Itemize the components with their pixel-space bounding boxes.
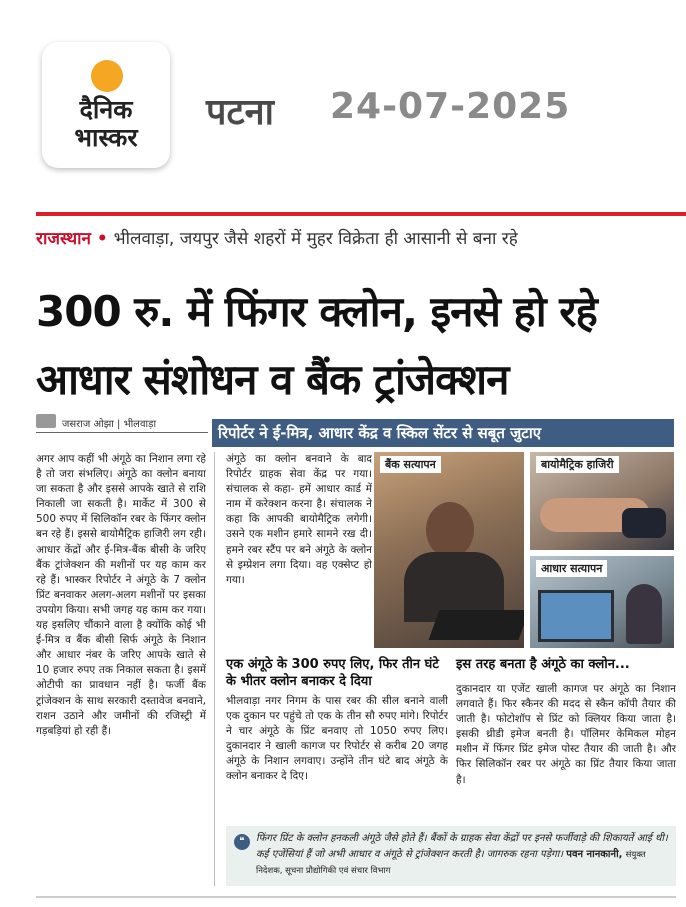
subhead-clone-price: एक अंगूठे के 300 रुपए लिए, फिर तीन घंटे के भीतर क्लोन बनाकर दे दिया <box>226 657 439 689</box>
article-column-1: अगर आप कहीं भी अंगूठे का निशान लगा रहे है तो जरा संभलिए। अंगूठे का क्लोन बनाया जा सकता है और इससे आपके खाते से राशि निकाली जा सकती है। मार्केट में 300 से 500 रुपए में सिलिकॉन रबर के फिंगर क्लोन बन रहे हैं। इससे बायोमैट्रिक हाजिरी लग रही। आधार केंद्रों और ई-मित्र-बैंक बीसी के जरिए बैंक ट्रांजेक्शन की मशीनों पर यह काम कर रहे हैं। भास्कर रिपोर्टर ने अंगूठे के 7 क्लोन प्रिंट बनवाकर अलग-अलग मशीनों पर इसका उपयोग किया। सभी जगह यह काम कर गया। यह इसलिए चौंकाने वाला है क्योंकि कोई भी ई-मित्र व बैंक बीसी सिर्फ अंगूठे के निशान और आधार नंबर के जरिए आपके खाते से 10 हजार रुपए तक निकाल सकता है। इसमें ओटीपी का प्रावधान नहीं है। फर्जी बैंक ट्रांजेक्शन के साथ सरकारी दस्तावेज बनवाने, राशन उठाने और जमीनों की रजिस्ट्री में गड़बड़ियां हो रही हैं। <box>36 453 206 737</box>
quote-icon: ❝ <box>234 834 250 850</box>
bottom-rule <box>36 896 676 898</box>
article-column-4: दुकानदार या एजेंट खाली कागज पर अंगूठे का निशान लगवाते हैं। फिर स्कैनर की मदद से स्कैन कॉपी तैयार की जाती है। फोटोशॉप से प्रिंट को क्लियर किया जाता है। इसकी थ्रीडी इमेज बनती है। पॉलिमर केमिकल मोहन मशीन में फिंगर प्रिंट इमेज पोस्ट तैयार की जाती है। और फिर सिलिकॉन रबर पर अंगूठे का प्रिंट तैयार किया जाता है। <box>456 683 676 786</box>
article-column-3: भीलवाड़ा नगर निगम के पास रबर की सील बनाने वाली एक दुकान पर पहुंचे तो एक के तीन सौ रुपए मांगे। रिपोर्टर ने चार अंगूठे के प्रिंट बनवाए तो 1050 रुपए लिए। दुकानदार ने खाली कागज पर रिपोर्टर से करीब 20 जगह अंगूठे के निशान लगवाए। उन्होंने तीन घंटे बाद अंगूठे के क्लोन बनाकर दे दिए। <box>226 695 448 783</box>
edition-date: 24-07-2025 <box>330 86 571 127</box>
expert-quote-box <box>226 826 676 886</box>
photo-biometric-attendance <box>530 452 674 550</box>
logo <box>42 42 170 168</box>
byline-rule <box>36 432 208 433</box>
kicker-bullet: • <box>90 229 114 249</box>
edition-city: पटना <box>206 92 274 133</box>
quote-text-wrap <box>256 831 670 879</box>
machine-shape <box>429 610 524 640</box>
operator-shape <box>626 584 662 644</box>
byline: जसराज ओझा | भीलवाड़ा <box>62 419 157 430</box>
photo-bank-verification <box>374 452 524 648</box>
kicker <box>36 226 686 249</box>
headline-line-2: आधार संशोधन व बैंक ट्रांजेक्शन <box>36 355 509 404</box>
photo-label-bank: बैंक सत्यापन <box>380 456 441 473</box>
kicker-text: भीलवाड़ा, जयपुर जैसे शहरों में मुहर विक्रेता ही आसानी से बना रहे <box>113 229 518 249</box>
monitor-shape <box>538 590 614 642</box>
scanner-shape <box>622 508 666 538</box>
photo-label-aadhaar: आधार सत्यापन <box>536 560 607 577</box>
byline-photo-icon <box>36 414 56 428</box>
quote-author: पवन नानकानी, <box>566 849 623 860</box>
photo-aadhaar-verification <box>530 556 674 648</box>
article-column-2: अंगूठे का क्लोन बनवाने के बाद रिपोर्टर ग्राहक सेवा केंद्र पर गया। संचालक से कहा- हमें आधार कार्ड में नाम में करेक्शन करना है। संचालक ने कहा कि आपकी बायोमैट्रिक लगेगी। उसने एक मशीन हमारे सामने रख दी। हमने रबर स्टैंप पर बने अंगूठे के क्लोन से इम्प्रेशन लगा दिया। वह एक्सेप्ट हो गया। <box>226 453 372 586</box>
subhead-how-made: इस तरह बनता है अंगूठे का क्लोन... <box>456 657 630 672</box>
logo-line-2: भास्कर <box>74 123 138 152</box>
logo-line-1: दैनिक <box>79 95 133 124</box>
kicker-section: राजस्थान <box>36 229 91 249</box>
column-divider <box>214 452 215 886</box>
section-banner: रिपोर्टर ने ई-मित्र, आधार केंद्र व स्किल सेंटर से सबूत जुटाए <box>212 419 674 447</box>
quote-designation: संयुक्त निदेशक, सूचना प्रौद्योगिकी एवं संचार विभाग <box>256 850 646 876</box>
person-head-shape <box>426 502 474 558</box>
quote-text: फिंगर प्रिंट के क्लोन हनकली अंगूठे जैसे होते हैं। बैंकों के ग्राहक सेवा केंद्रों पर इनसे फर्जीवाड़े की शिकायतें आई थी। कई एजेंसियां हैं जो अभी आधार व अंगूठे से ट्रांजेक्शन करती है। जागरुक रहना पड़ेगा। <box>256 833 668 860</box>
logo-sun <box>91 60 123 92</box>
photo-label-biometric: बायोमैट्रिक हाजिरी <box>536 456 619 473</box>
red-divider <box>36 212 686 216</box>
headline-line-1: 300 रु. में फिंगर क्लोन, इनसे हो रहे <box>36 287 597 336</box>
